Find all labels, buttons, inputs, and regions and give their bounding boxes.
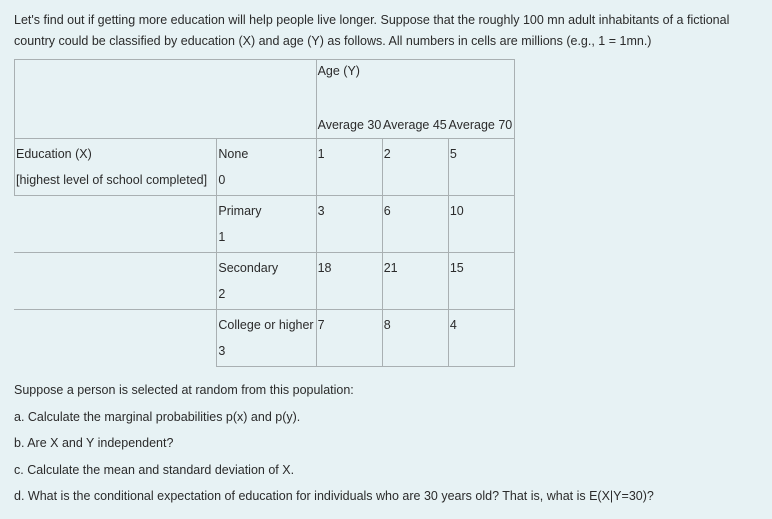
- level-code: 0: [218, 173, 226, 187]
- age-header-cell: [316, 60, 514, 139]
- blank-cell: [15, 253, 217, 310]
- level-cell-none: [217, 139, 316, 196]
- value-cell: 1: [316, 139, 382, 196]
- question-b: b. Are X and Y independent?: [14, 436, 174, 450]
- education-age-table-container: [14, 59, 515, 367]
- level-name: College or higher: [218, 318, 314, 332]
- value-cell: 2: [382, 139, 448, 196]
- value-cell: 3: [316, 196, 382, 253]
- blank-cell: [15, 310, 217, 367]
- questions-section: [14, 377, 770, 510]
- question-a: a. Calculate the marginal probabilities p(x) and p(y).: [14, 409, 301, 424]
- level-cell-primary: [217, 196, 316, 253]
- education-label: Education (X): [16, 147, 92, 161]
- age-col-label-45: Average 45: [383, 118, 447, 132]
- age-col-label-30: Average 30: [317, 118, 382, 132]
- age-columns-labels: [318, 116, 514, 134]
- education-label-cell: [15, 139, 217, 196]
- level-code: 1: [218, 230, 226, 244]
- value-cell: 15: [448, 253, 514, 310]
- level-name: Secondary: [218, 261, 279, 275]
- table-row: [15, 253, 515, 310]
- education-sublabel: [highest level of school completed]: [16, 173, 208, 187]
- table-header-row: [15, 60, 515, 139]
- level-name: None: [218, 147, 249, 161]
- level-name: Primary: [218, 204, 262, 218]
- value-cell: 6: [382, 196, 448, 253]
- value-cell: 21: [382, 253, 448, 310]
- level-code: 3: [218, 344, 226, 358]
- value-cell: 5: [448, 139, 514, 196]
- question-d: d. What is the conditional expectation of education for individuals who are 30 years old? That is, what is E(X|Y=30)?: [14, 489, 654, 503]
- level-cell-college: [217, 310, 316, 367]
- age-header-label: Age (Y): [317, 64, 360, 78]
- table-corner-cell: [15, 60, 317, 139]
- table-row: [15, 139, 515, 196]
- table-row: [15, 196, 515, 253]
- question-c: c. Calculate the mean and standard deviation of X.: [14, 462, 295, 477]
- age-col-label-70: Average 70: [448, 118, 513, 132]
- value-cell: 4: [448, 310, 514, 367]
- value-cell: 8: [382, 310, 448, 367]
- questions-lead: Suppose a person is selected at random from this population:: [14, 383, 354, 397]
- blank-cell: [15, 196, 217, 253]
- value-cell: 10: [448, 196, 514, 253]
- value-cell: 7: [316, 310, 382, 367]
- level-cell-secondary: [217, 253, 316, 310]
- table-row: [15, 310, 515, 367]
- level-code: 2: [218, 287, 226, 301]
- value-cell: 18: [316, 253, 382, 310]
- education-age-table: [14, 59, 515, 367]
- intro-paragraph: Let's find out if getting more education will help people live longer. Suppose that the roughly 100 mn adult inhabitants of a fictional country could be classified by education (X) and age (Y) as follows. All numbers in cells are millions (e.g., 1 = 1mn.): [14, 13, 730, 48]
